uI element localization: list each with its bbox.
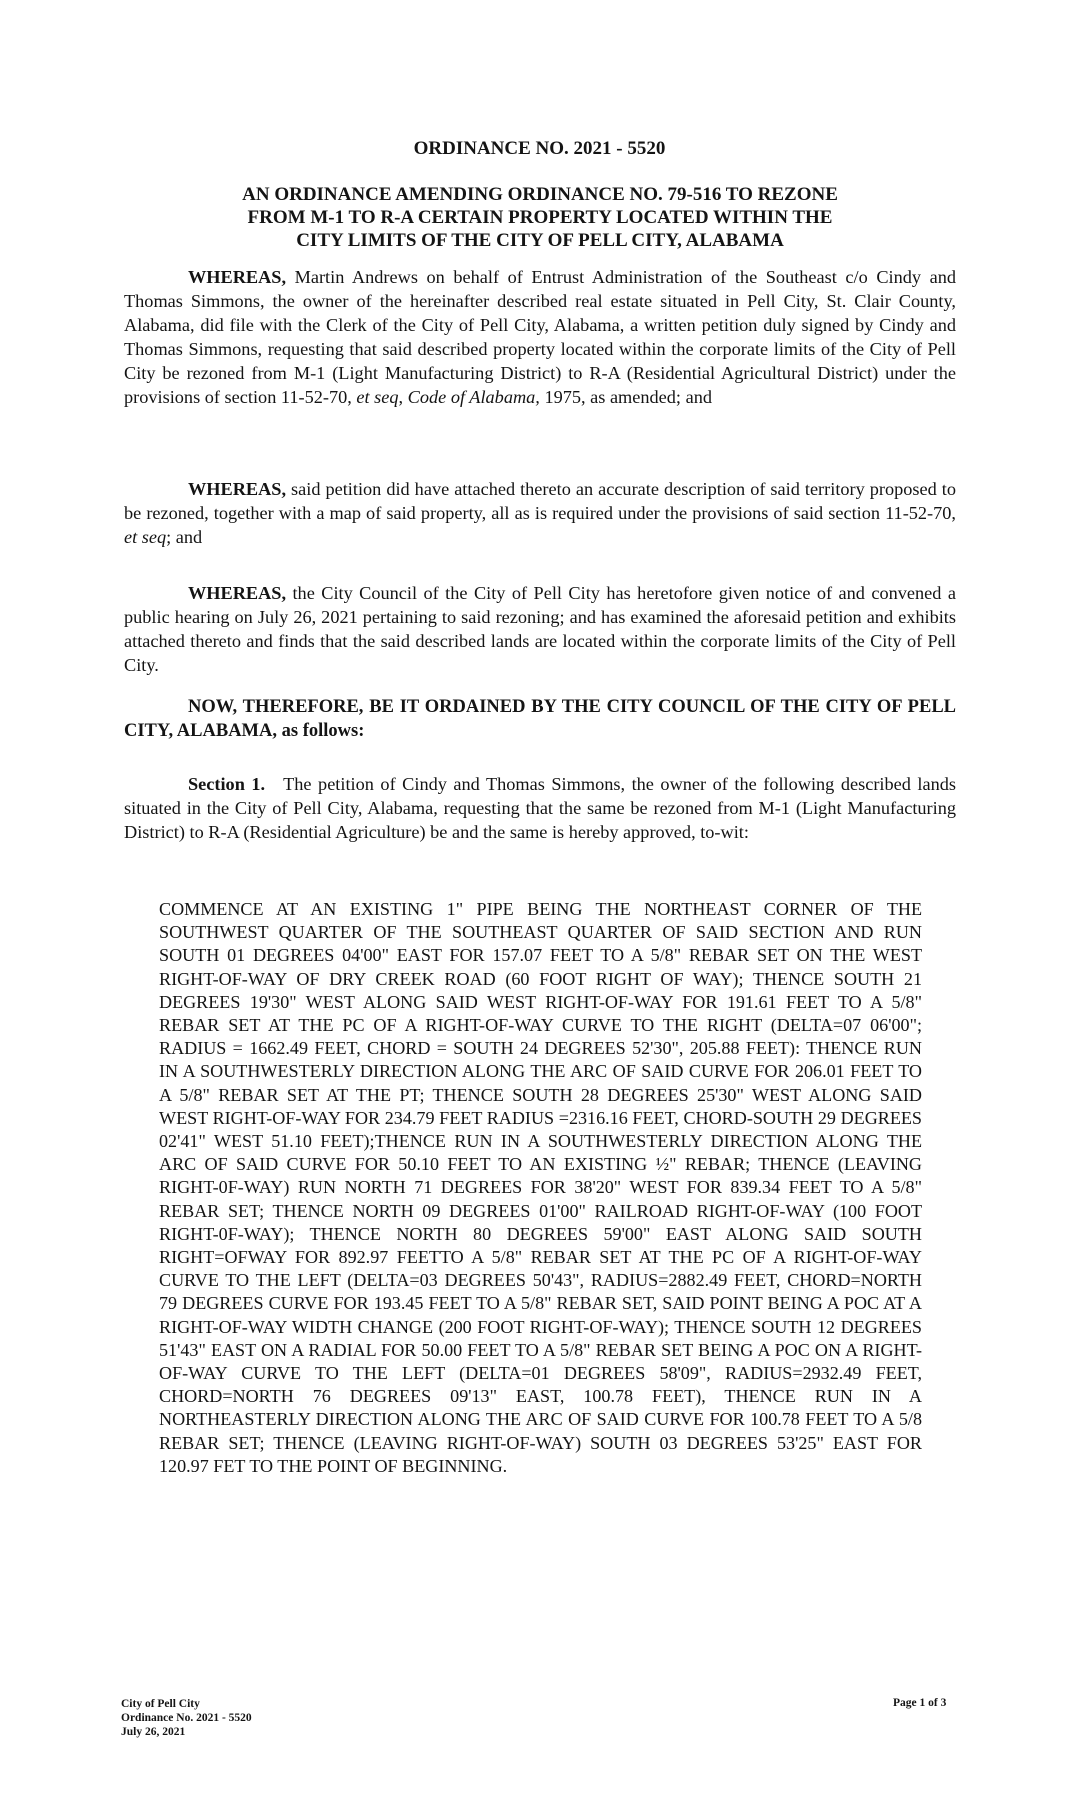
whereas-paragraph-3 bbox=[124, 581, 956, 677]
italic-text: et seq bbox=[124, 527, 167, 547]
legal-description: COMMENCE AT AN EXISTING 1" PIPE BEING THE NORTHEAST CORNER OF THE SOUTHWEST QUARTER OF THE SOUTHEAST QUARTER OF SAID SECTION AND RUN SOUTH 01 DEGREES 04'00" EAST FOR 157.07 FEET TO A 5/8" REBAR SET ON THE WEST RIGHT-OF-WAY OF DRY CREEK ROAD (60 FOOT RIGHT OF WAY); THENCE SOUTH 21 DEGREES 19'30" WEST ALONG SAID WEST RIGHT-OF-WAY FOR 191.61 FEET TO A 5/8" REBAR SET AT THE PC OF A RIGHT-OF-WAY CURVE TO THE RIGHT (DELTA=07 06'00"; RADIUS = 1662.49 FEET, CHORD = SOUTH 24 DEGREES 52'30", 205.88 FEET): THENCE RUN IN A SOUTHWESTERLY DIRECTION ALONG THE ARC OF SAID CURVE FOR 206.01 FEET TO A 5/8" REBAR SET AT THE PT; THENCE SOUTH 28 DEGREES 25'30" WEST ALONG SAID WEST RIGHT-OF-WAY FOR 234.79 FEET RADIUS =2316.16 FEET, CHORD-SOUTH 29 DEGREES 02'41" WEST 51.10 FEET);THENCE RUN IN A SOUTHWESTERLY DIRECTION ALONG THE ARC OF SAID CURVE FOR 50.10 FEET TO AN EXISTING ½" REBAR; THENCE (LEAVING RIGHT-0F-WAY) RUN NORTH 71 DEGREES FOR 38'20" WEST FOR 839.34 FEET TO A 5/8" REBAR SET; THENCE NORTH 09 DEGREES 01'00" RAILROAD RIGHT-OF-WAY (100 FOOT RIGHT-0F-WAY); THENCE NORTH 80 DEGREES 59'00" EAST ALONG SAID SOUTH RIGHT=OFWAY FOR 892.97 FEETTO A 5/8" REBAR SET AT THE PC OF A RIGHT-OF-WAY CURVE TO THE LEFT (DELTA=03 DEGREES 50'43", RADIUS=2882.49 FEET, CHORD=NORTH 79 DEGREES CURVE FOR 193.45 FEET TO A 5/8" REBAR SET, SAID POINT BEING A POC AT A RIGHT-OF-WAY WIDTH CHANGE (200 FOOT RIGHT-OF-WAY); THENCE SOUTH 12 DEGREES 51'43" EAST ON A RADIAL FOR 50.00 FEET TO A 5/8" REBAR SET BEING A POC ON A RIGHT-OF-WAY CURVE TO THE LEFT (DELTA=01 DEGREES 58'09", RADIUS=2932.49 FEET, CHORD=NORTH 76 DEGREES 09'13" EAST, 100.78 FEET), THENCE RUN IN A NORTHEASTERLY DIRECTION ALONG THE ARC OF SAID CURVE FOR 100.78 FEET TO A 5/8 REBAR SET; THENCE (LEAVING RIGHT-OF-WAY) SOUTH 03 DEGREES 53'25" EAST FOR 120.97 FET TO THE POINT OF BEGINNING. bbox=[159, 899, 922, 1476]
whereas-lead: WHEREAS, bbox=[188, 267, 287, 287]
footer-left bbox=[121, 1697, 252, 1739]
ordinance-title: ORDINANCE NO. 2021 - 5520 bbox=[413, 138, 666, 159]
whereas-paragraph-2 bbox=[124, 477, 956, 549]
ordained-heading: NOW, THEREFORE, BE IT ORDAINED BY THE CITY COUNCIL OF THE CITY OF PELL CITY, ALABAMA, as follows: bbox=[124, 697, 956, 741]
section-1-paragraph bbox=[124, 772, 956, 844]
paragraph-text: , bbox=[398, 387, 408, 407]
ordinance-subtitle bbox=[120, 183, 960, 252]
paragraph-text: the City Council of the City of Pell City has heretofore given notice of and convened a public hearing on July 26, 2021 pertaining to said rezoning; and has examined the aforesaid petition and exhibits attached thereto and finds that the said described lands are located within the corporate limits of the City of Pell City. bbox=[124, 583, 956, 675]
paragraph-text: said petition did have attached thereto an accurate description of said territory proposed to be rezoned, together with a map of said property, all as is required under the provisions of said section 11-52-70, bbox=[124, 479, 956, 523]
paragraph-text: Martin Andrews on behalf of Entrust Administration of the Southeast c/o Cindy and Thomas Simmons, the owner of the hereinafter described real estate situated in Pell City, St. Clair County, Alabama, did file with the Clerk of the City of Pell City, Alabama, a written petition duly signed by Cindy and Thomas Simmons, requesting that said described property located within the corporate limits of the City of Pell City be rezoned from M-1 (Light Manufacturing District) to R-A (Residential Agricultural District) under the provisions of section 11-52-70, bbox=[124, 267, 956, 407]
paragraph-text: ; and bbox=[166, 527, 203, 547]
footer-line: City of Pell City bbox=[121, 1698, 200, 1710]
paragraph-text: 1975, as amended; and bbox=[539, 387, 712, 407]
section-lead: Section 1. bbox=[188, 774, 266, 794]
subtitle-line: CITY LIMITS OF THE CITY OF PELL CITY, ALABAMA bbox=[296, 230, 784, 251]
italic-text: Code of Alabama, bbox=[407, 387, 540, 407]
footer-line: July 26, 2021 bbox=[121, 1726, 186, 1738]
paragraph-text: The petition of Cindy and Thomas Simmons, the owner of the following described lands situated in the City of Pell City, Alabama, requesting that the same be rezoned from M-1 (Light Manufacturing District) to R-A (Residential Agriculture) be and the same is hereby approved, to-wit: bbox=[124, 774, 957, 842]
subtitle-line: AN ORDINANCE AMENDING ORDINANCE NO. 79-516 TO REZONE bbox=[242, 184, 838, 205]
italic-text: et seq bbox=[356, 387, 399, 407]
footer-line: Ordinance No. 2021 - 5520 bbox=[121, 1712, 252, 1724]
whereas-paragraph-1 bbox=[124, 265, 956, 409]
page-number: Page 1 of 3 bbox=[893, 1697, 947, 1709]
whereas-lead: WHEREAS, bbox=[188, 583, 287, 603]
subtitle-line: FROM M-1 TO R-A CERTAIN PROPERTY LOCATED WITHIN THE bbox=[247, 207, 833, 228]
whereas-lead: WHEREAS, bbox=[188, 479, 287, 499]
